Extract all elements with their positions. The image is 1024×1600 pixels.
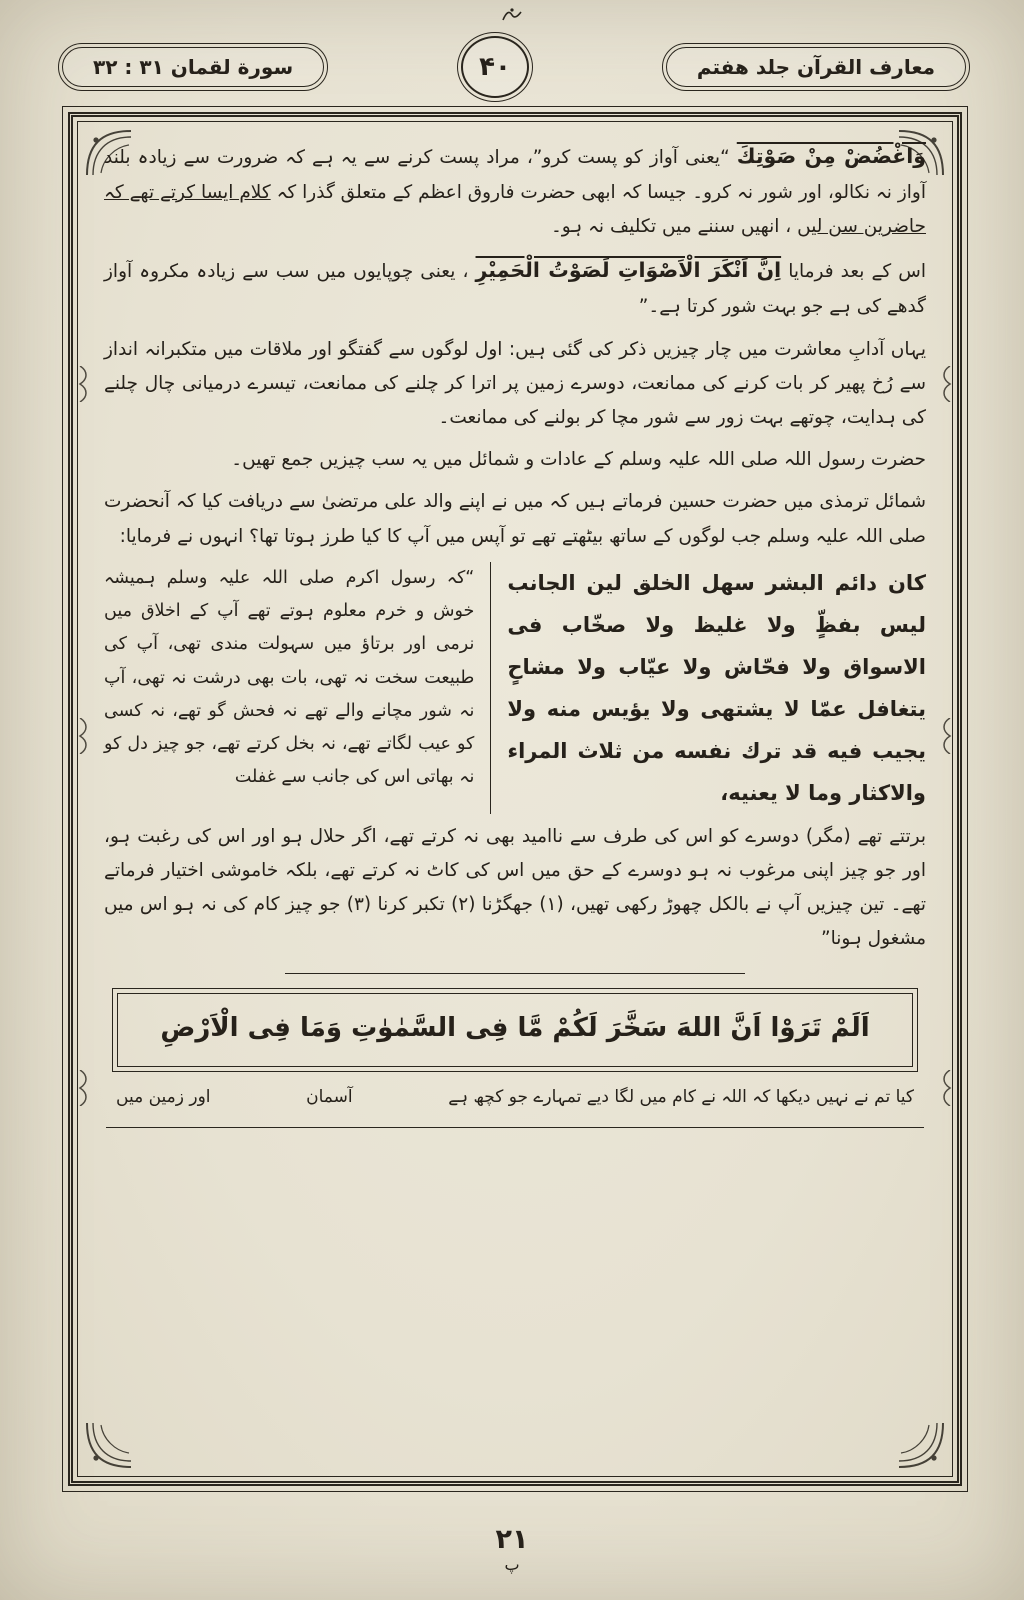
- verse-box: [112, 988, 918, 1072]
- header-page-number: ۴۰: [479, 52, 511, 82]
- page-footer: [0, 1525, 1024, 1574]
- verse-translation-strip: [106, 1072, 924, 1128]
- frame-inner-border: [77, 121, 953, 1477]
- top-ornament-icon: [501, 6, 523, 28]
- quran-verse: اَلَمْ تَرَوْا اَنَّ اللهَ سَخَّرَ لَكُمْ مَّا فِى السَّمٰوٰتِ وَمَا فِى الْاَرْضِ: [117, 993, 913, 1067]
- hadith-urdu-column: “کہ رسول اکرم صلی اللہ علیہ وسلم ہمیشہ خوش و خرم معلوم ہوتے تھے آپ کے اخلاق میں نرمی اور برتاؤ میں سہولت مندی تھی، آپ کی طبیعت سخت نہ تھی، بات بھی درشت نہ تھی، آپ نہ شور مچانے والے تھے نہ فحش گو تھے، نہ کسی کو عیب لگاتے تھے، نہ بخل کرتے تھے، جو چیز دل کو نہ بھاتی اس کی جانب سے غفلت: [104, 567, 475, 788]
- paragraph-1: [104, 138, 926, 244]
- juz-mark: پ: [504, 1555, 520, 1575]
- translation-part-2: آسمان: [306, 1086, 353, 1107]
- quran-citation: وَاغْضُضْ مِنْ صَوْتِكَ: [736, 144, 926, 168]
- translation-part-3: اور زمین میں: [116, 1086, 211, 1107]
- header-page-number-medallion: [461, 36, 529, 98]
- paragraph-1-underlined-text: کلام ایسا کرتے تھے کہ حاضرین سن لیں: [104, 181, 926, 238]
- two-column-hadith-block: [104, 562, 926, 814]
- paragraph-6: برتتے تھے (مگر) دوسرے کو اس کی طرف سے ناامید بھی نہ کرتے تھے، اگر حلال ہو اور اس کی رغبت ہو، اور جو چیز اپنی مرغوب نہ ہو دوسرے کے حق میں اس کی کاٹ نہ کرتے تھے، بلکہ خاموشی اختیار فرماتے تھے۔ تین چیزیں آپ نے بالکل چھوڑ رکھی تھیں، (۱) جھگڑنا (۲) تکبر کرنا (۳) جو چیز کام کی نہ ہو اس میں مشغول ہونا”: [104, 825, 926, 950]
- ornate-frame: [62, 106, 968, 1492]
- paragraph-1-text: “یعنی آواز کو پست کرو”، مراد پست کرنے سے یہ ہے کہ ضرورت سے زیادہ بلند آواز نہ نکالو، اور شور نہ کرو۔ جیسا کہ ابھی حضرت فاروق اعظم کے متعلق گذرا کہ: [104, 147, 926, 203]
- surah-title-text: سورة لقمان ۳۱ : ۳۲: [93, 55, 294, 79]
- page-content: [78, 122, 952, 1476]
- header-book-title: [666, 47, 966, 87]
- book-title-text: معارف القرآن جلد هفتم: [696, 55, 935, 79]
- paragraph-3: یہاں آدابِ معاشرت میں چار چیزیں ذکر کی گئی ہیں: اول لوگوں سے گفتگو اور ملاقات میں متکبرانہ انداز سے رُخ پھیر کر بات کرنے کی ممانعت، دوسرے زمین پر اترا کر چلنے کی ممانعت، تیسرے درمیانی چال چلنے کی ہدایت، چوتھے بہت زور سے شور مچا کر بولنے کی ممانعت۔: [104, 338, 926, 428]
- page-number: ۲۱: [495, 1523, 529, 1555]
- paragraph-1-text-end: ، انھیں سننے میں تکلیف نہ ہو۔: [550, 216, 792, 238]
- translation-part-1: کیا تم نے نہیں دیکھا کہ اللہ نے کام میں لگا دیے تمہارے جو کچھ ہے: [448, 1086, 914, 1107]
- section-divider: [285, 973, 745, 974]
- page-header: [62, 36, 966, 98]
- hadith-arabic-column: كان دائم البشر سهل الخلق لين الجانب ليس بفظٍّ ولا غليظ ولا صخّاب فى الاسواق ولا فحّاش ولا عيّاب ولا مشاحٍ يتغافل عمّا لا يشتهى ولا يؤيس منه ولا يجيب فيه قد ترك نفسه من ثلاث المراء والاكثار وما لا يعنيه،: [490, 562, 926, 814]
- paragraph-2-text: ، یعنی چوپایوں میں سب سے زیادہ مکروہ آواز گدھے کی ہے جو بہت شور کرتا ہے۔”: [104, 261, 926, 318]
- paragraph-2-intro: اس کے بعد فرمایا: [788, 261, 926, 283]
- paragraph-5: شمائل ترمذی میں حضرت حسین فرماتے ہیں کہ میں نے اپنے والد علی مرتضیٰ سے دریافت کیا کہ آنحضرت صلی اللہ علیہ وسلم جب لوگوں کے ساتھ بیٹھتے تھے تو آپس میں آپ کا کیا طرز ہوتا تھا؟ انہوں نے فرمایا:: [104, 491, 926, 547]
- header-surah-title: [62, 47, 324, 87]
- paragraph-2: [104, 252, 926, 324]
- frame-middle-border: [68, 112, 962, 1486]
- paragraph-4: حضرت رسول اللہ صلی اللہ علیہ وسلم کے عادات و شمائل میں یہ سب چیزیں جمع تھیں۔: [231, 449, 926, 471]
- quran-citation: اِنَّ اَنْكَرَ الْاَصْوَاتِ لَصَوْتُ الْحَمِيْرِ: [475, 258, 782, 283]
